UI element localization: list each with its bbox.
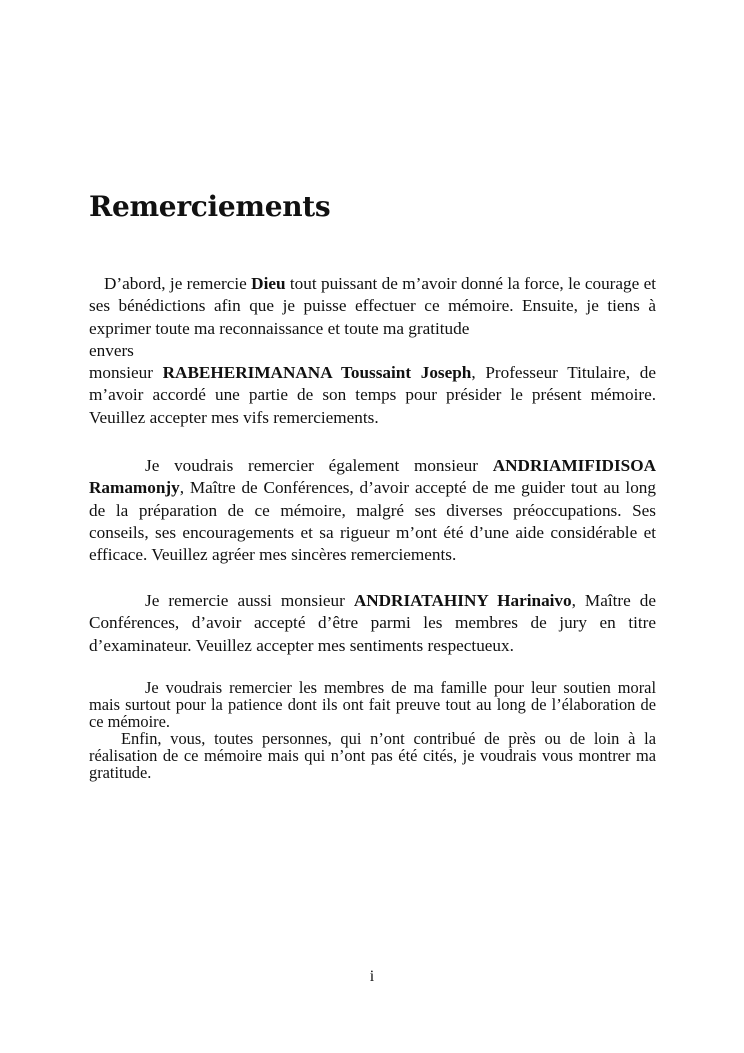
text-line: envers — [89, 340, 134, 360]
text: monsieur — [89, 363, 163, 383]
examiner-name: ANDRIATAHINY Harinaivo — [353, 591, 572, 610]
text: Je remercie aussi monsieur — [145, 591, 354, 610]
text: D’abord, je remercie — [104, 274, 252, 293]
paragraph-thanks-others — [89, 730, 656, 781]
paragraph-thanks-dieu — [89, 273, 656, 429]
president-name: RABEHERIMANANA Toussaint Joseph — [162, 363, 472, 383]
text: Je voudrais remercier les membres de ma famille pour leur soutien moral mais surtout pour la patience dont ils ont fait preuve tout au long de l’élaboration de ce mémoire. — [89, 678, 656, 731]
text: , Maître de Conférences, d’avoir accepté de me guider tout au long de la préparation de ce mémoire, malgré ses diverses préoccupations. Ses conseils, ses encouragements et sa rigueur m’ont été d’une aide considérable et efficace. Veuillez agréer mes sincères remerciements. — [89, 478, 656, 565]
page-number: i — [369, 968, 375, 985]
text: Enfin, vous, toutes personnes, qui n’ont contribué de près ou de loin à la réalisation de ce mémoire mais qui n’ont pas été cités, je voudrais vous montrer ma gratitude. — [89, 729, 656, 782]
page-title: Remerciements — [89, 190, 331, 223]
paragraph-thanks-examiner — [89, 590, 656, 657]
text: Je voudrais remercier également monsieur — [145, 456, 493, 475]
text: , Professeur Titulaire, de m’avoir accordé une partie de son temps pour présider le présent mémoire. Veuillez accepter mes vifs remerciements. — [89, 363, 656, 427]
paragraph-thanks-supervisor — [89, 455, 656, 566]
emphasis: Dieu — [251, 274, 286, 293]
paragraph-thanks-family — [89, 679, 656, 730]
text: tout puissant de m’avoir donné la force, le courage et ses bénédictions afin que je puisse effectuer ce mémoire. Ensuite, je tiens à exprimer toute ma reconnaissance et toute ma gratitude — [89, 274, 656, 338]
text: , Maître de Conférences, d’avoir accepté d’être parmi les membres de jury en titre d’examinateur. Veuillez accepter mes sentiments respectueux. — [89, 591, 656, 655]
supervisor-name: ANDRIAMIFIDISOA Ramamonjy — [89, 456, 656, 498]
